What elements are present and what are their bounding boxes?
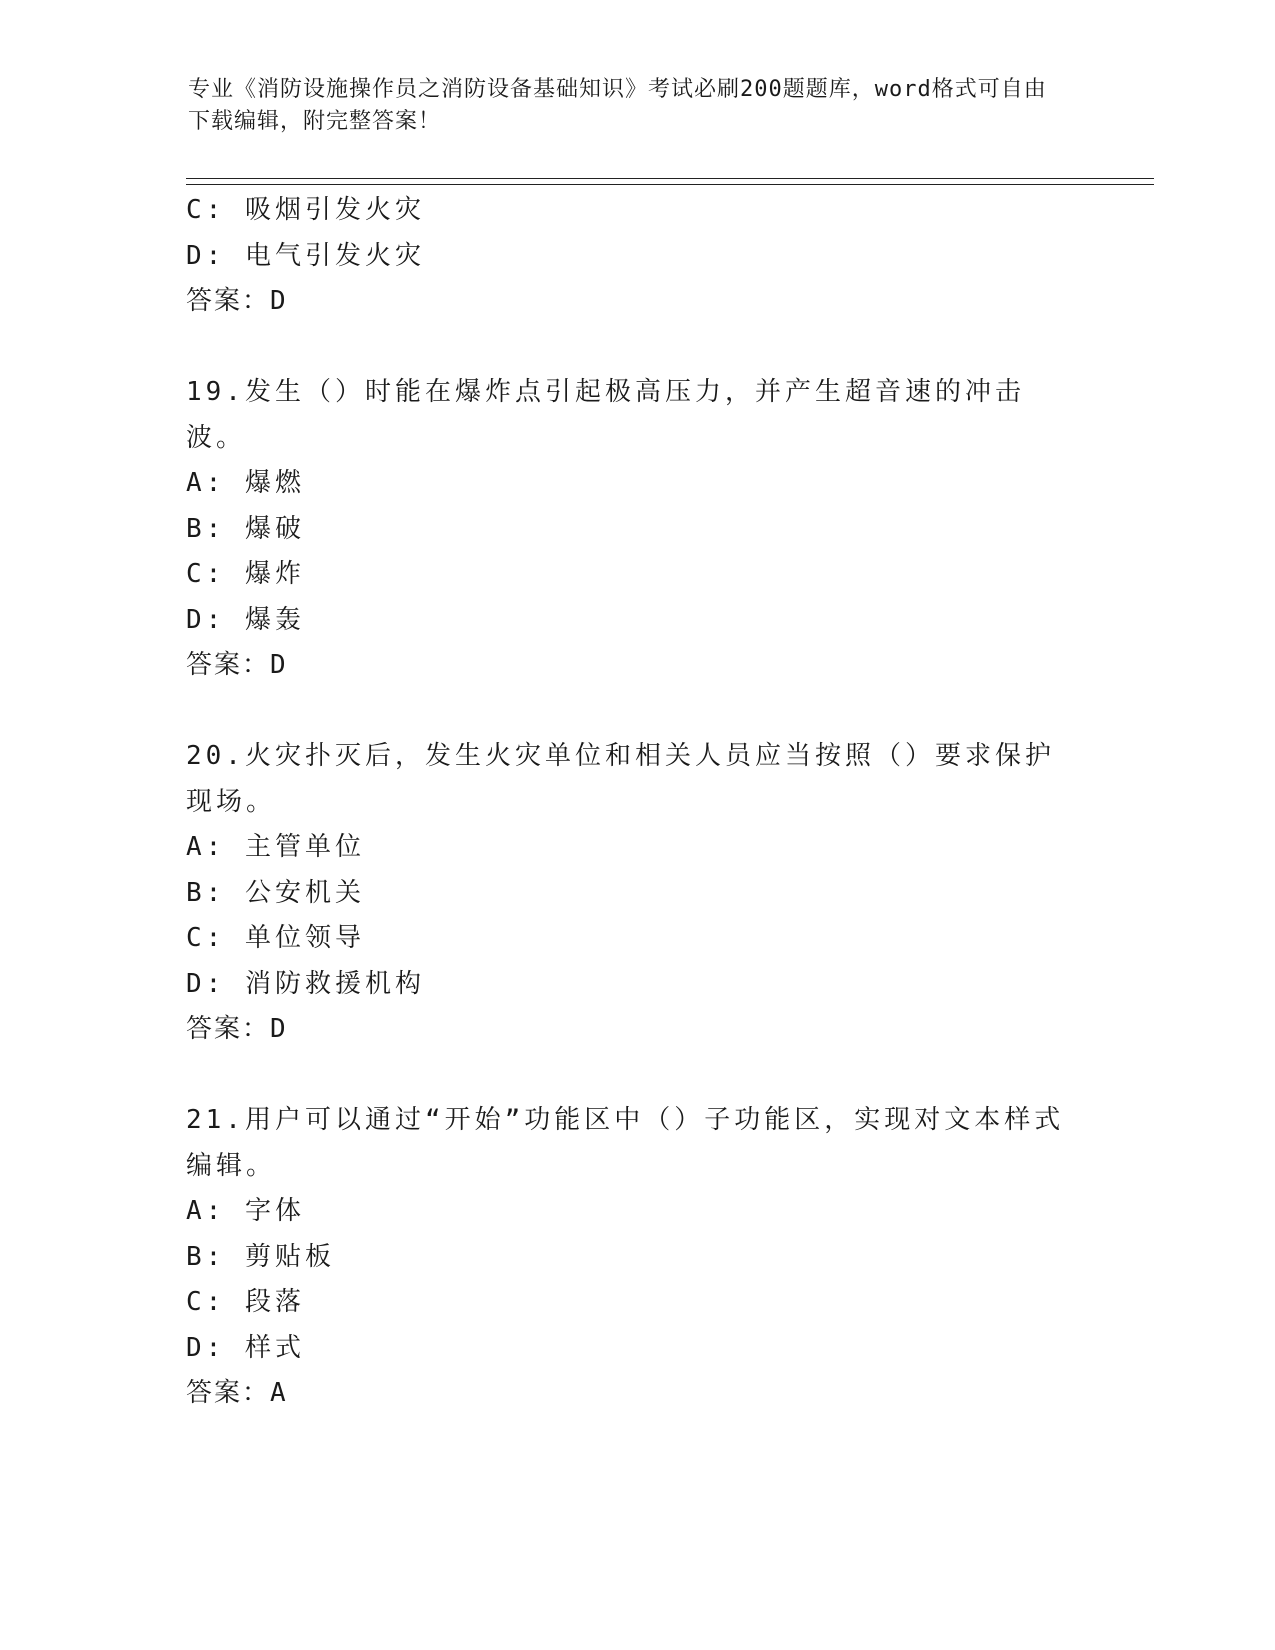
option-letter: A: [186, 832, 226, 862]
option-text: 段落 [244, 1287, 305, 1317]
option-c [186, 552, 1086, 598]
option-c [186, 188, 1086, 234]
option-text: 剪贴板 [244, 1241, 335, 1272]
option-text: 爆燃 [244, 468, 305, 498]
option-a [186, 461, 1086, 507]
option-d [186, 962, 1086, 1008]
option-letter: C: [186, 559, 226, 589]
question-block [186, 734, 1086, 1053]
option-letter: A: [186, 1196, 226, 1226]
question-list [186, 188, 1086, 1417]
option-letter: A: [186, 468, 226, 498]
spacer [186, 325, 1086, 371]
option-text: 字体 [244, 1196, 305, 1226]
option-letter: C: [186, 1287, 226, 1317]
question-stem: 20.火灾扑灭后，发生火灾单位和相关人员应当按照（）要求保护现场。 [186, 741, 1055, 817]
option-c [186, 916, 1086, 962]
option-d [186, 1326, 1086, 1372]
option-letter: C: [186, 923, 226, 953]
question-stem: 21.用户可以通过“开始”功能区中（）子功能区，实现对文本样式编辑。 [186, 1105, 1065, 1181]
option-text: 消防救援机构 [244, 968, 425, 999]
question-stem: 19.发生（）时能在爆炸点引起极高压力，并产生超音速的冲击波。 [186, 377, 1025, 453]
answer-line: 答案：A [186, 1378, 288, 1408]
question-block [186, 370, 1086, 689]
option-text: 单位领导 [244, 923, 365, 953]
option-text: 爆轰 [244, 604, 305, 635]
option-letter: D: [186, 968, 226, 999]
question-block-partial [186, 188, 1086, 325]
option-text: 电气引发火灾 [244, 240, 425, 271]
option-a [186, 825, 1086, 871]
option-letter: B: [186, 513, 226, 544]
option-letter: D: [186, 604, 226, 635]
answer-line: 答案：D [186, 286, 288, 316]
spacer [186, 1053, 1086, 1099]
option-text: 主管单位 [244, 832, 365, 862]
answer-line: 答案：D [186, 650, 288, 680]
option-text: 公安机关 [244, 877, 365, 908]
option-letter: C: [186, 195, 226, 225]
option-letter: D: [186, 240, 226, 271]
option-b [186, 507, 1086, 553]
option-text: 吸烟引发火灾 [244, 195, 425, 225]
option-text: 样式 [244, 1332, 305, 1363]
option-letter: B: [186, 877, 226, 908]
option-c [186, 1280, 1086, 1326]
page-header: 专业《消防设施操作员之消防设备基础知识》考试必刷200题题库，word格式可自由下载编辑，附完整答案！ [188, 77, 1047, 134]
option-d [186, 234, 1086, 280]
option-text: 爆破 [244, 513, 305, 544]
answer-line: 答案：D [186, 1014, 288, 1044]
option-d [186, 598, 1086, 644]
question-block [186, 1098, 1086, 1417]
option-text: 爆炸 [244, 559, 305, 589]
spacer [186, 689, 1086, 735]
option-b [186, 871, 1086, 917]
option-letter: B: [186, 1241, 226, 1272]
option-letter: D: [186, 1332, 226, 1363]
option-b [186, 1235, 1086, 1281]
option-a [186, 1189, 1086, 1235]
header-divider [186, 178, 1154, 185]
